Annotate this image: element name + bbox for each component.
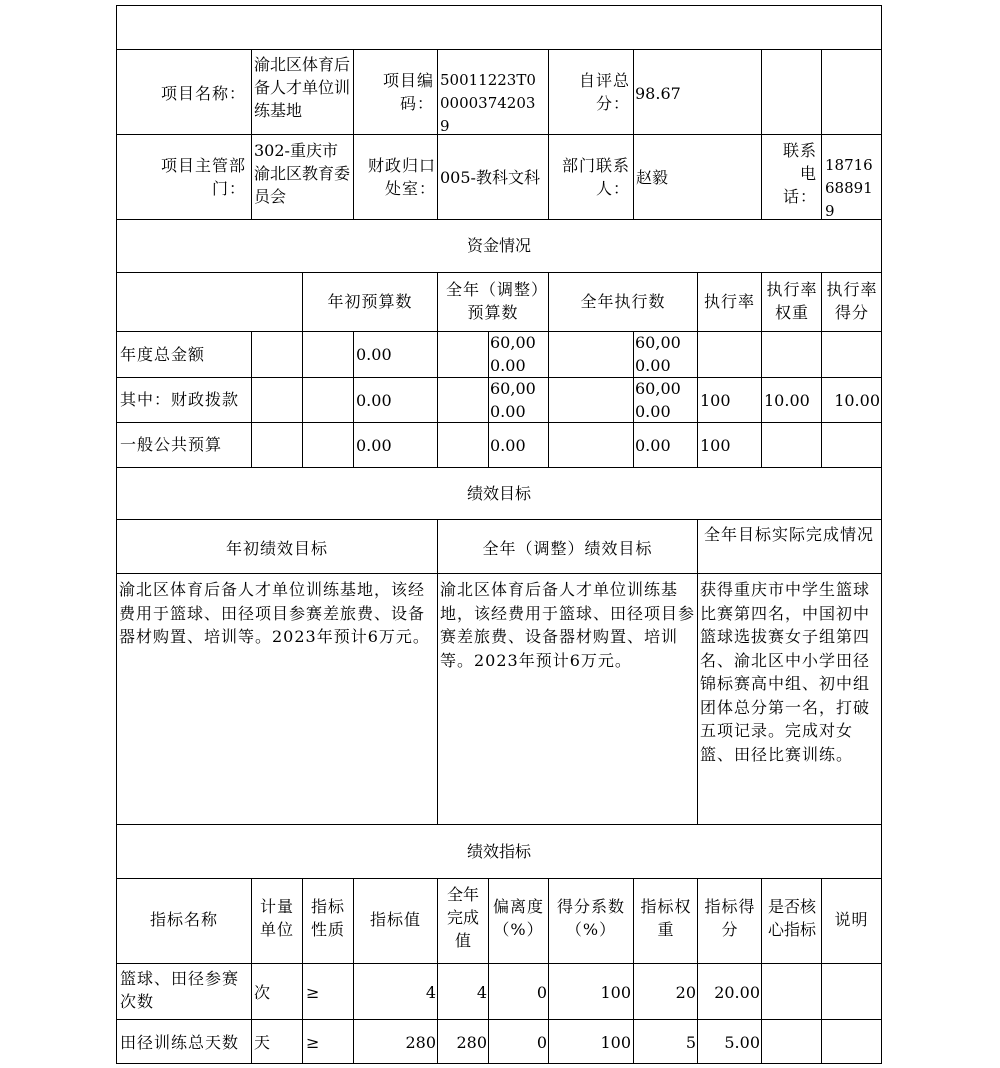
- funds-row-rate: 100: [700, 436, 731, 455]
- indicator-row-deviation: 0: [536, 1033, 547, 1052]
- goals-adjusted-header: 全年（调整）绩效目标: [482, 539, 653, 558]
- indicator-header-note: 说明: [834, 910, 869, 929]
- funds-row-initial: 0.00: [356, 345, 392, 364]
- indicator-row-target: 4: [425, 983, 436, 1002]
- project-name-label: 项目名称：: [160, 84, 246, 103]
- funds-row-executed: 60,000.00: [635, 333, 681, 375]
- funds-row-score: 10.00: [834, 391, 880, 410]
- goals-initial-header: 年初绩效目标: [225, 539, 328, 558]
- funds-section-title: 资金情况: [466, 236, 531, 255]
- goals-section-title: 绩效目标: [466, 484, 531, 503]
- funds-header-rate: 执行率: [703, 292, 755, 311]
- funds-row-initial: 0.00: [356, 391, 392, 410]
- indicator-header-nature: 指标性质: [310, 897, 345, 939]
- indicator-row-coef: 100: [600, 983, 631, 1002]
- indicator-row-actual: 4: [476, 983, 487, 1002]
- indicator-row-score: 5.00: [724, 1033, 760, 1052]
- self-score-label: 自评总分：: [578, 71, 630, 113]
- funds-row-adjusted: 0.00: [490, 436, 526, 455]
- indicator-row-name: 田径训练总天数: [120, 1033, 240, 1052]
- funds-row-label: 年度总金额: [120, 345, 206, 364]
- indicator-row-nature: ≥: [306, 1033, 320, 1052]
- project-name-value: 渝北区体育后备人才单位训练基地: [254, 55, 351, 120]
- department-value: 302-重庆市渝北区教育委员会: [254, 141, 351, 206]
- indicator-row-deviation: 0: [536, 983, 547, 1002]
- goals-actual-text: 获得重庆市中学生篮球比赛第四名，中国初中篮球选拔赛女子组第四名、渝北区中小学田径锦标赛高中组、初中组团体总分第一名，打破五项记录。完成对女篮、田径比赛训练。: [700, 580, 871, 764]
- indicators-section-title: 绩效指标: [466, 842, 531, 861]
- indicator-header-unit: 计量单位: [259, 897, 294, 939]
- funds-header-initial: 年初预算数: [327, 292, 413, 311]
- funds-header-adjusted: 全年（调整）预算数: [445, 280, 540, 322]
- department-label: 项目主管部门：: [160, 156, 246, 198]
- indicator-header-name: 指标名称: [149, 910, 218, 929]
- funds-header-rate-weight: 执行率权重: [766, 280, 818, 322]
- funds-row-label: 一般公共预算: [120, 435, 223, 454]
- indicator-row-unit: 天: [254, 1033, 271, 1052]
- goals-initial-text: 渝北区体育后备人才单位训练基地，该经费用于篮球、田径项目参赛差旅费、设备器材购置、培训等。2023年预计6万元。: [119, 580, 430, 646]
- phone-value: 18716688919: [825, 156, 873, 220]
- goals-actual-header: 全年目标实际完成情况: [703, 525, 874, 544]
- funds-row-weight: 10.00: [764, 391, 810, 410]
- funds-row-executed: 0.00: [635, 436, 671, 455]
- indicator-row-unit: 次: [254, 983, 271, 1002]
- goals-adjusted-text: 渝北区体育后备人才单位训练基地，该经费用于篮球、田径项目参赛差旅费、设备器材购置、培训等。2023年预计6万元。: [440, 580, 696, 670]
- indicator-header-core: 是否核心指标: [767, 897, 816, 939]
- project-code-label: 项目编码：: [382, 71, 434, 113]
- indicator-row-weight: 5: [685, 1033, 696, 1052]
- indicator-row-weight: 20: [675, 983, 696, 1002]
- funds-row-executed: 60,000.00: [635, 379, 681, 421]
- funds-row-label: 其中：财政拨款: [120, 390, 240, 409]
- indicator-header-coef: 得分系数（%）: [556, 897, 625, 939]
- indicator-header-weight: 指标权重: [640, 897, 692, 939]
- project-code-value: 50011223T000003742039: [440, 71, 536, 135]
- indicator-header-target: 指标值: [369, 910, 421, 929]
- self-score-value: 98.67: [635, 84, 681, 103]
- finance-office-value: 005-教科文科: [440, 168, 540, 187]
- funds-header-rate-score: 执行率得分: [826, 280, 878, 322]
- contact-value: 赵毅: [636, 168, 669, 187]
- indicator-row-score: 20.00: [714, 983, 760, 1002]
- indicator-row-coef: 100: [600, 1033, 631, 1052]
- indicator-header-score: 指标得分: [704, 897, 756, 939]
- funds-row-initial: 0.00: [356, 436, 392, 455]
- finance-office-label: 财政归口处室：: [367, 156, 436, 198]
- indicator-row-name: 篮球、田径参赛次数: [120, 969, 240, 1011]
- funds-row-adjusted: 60,000.00: [490, 333, 536, 375]
- funds-row-adjusted: 60,000.00: [490, 379, 536, 421]
- contact-label: 部门联系人：: [561, 156, 630, 198]
- funds-row-rate: 100: [700, 391, 731, 410]
- indicator-row-actual: 280: [456, 1033, 487, 1052]
- indicator-header-actual: 全年完成值: [446, 885, 479, 950]
- indicator-header-deviation: 偏离度（%）: [492, 897, 544, 939]
- phone-label: 联系电话：: [782, 141, 817, 206]
- funds-header-executed: 全年执行数: [580, 292, 666, 311]
- indicator-row-nature: ≥: [306, 983, 320, 1002]
- indicator-row-target: 280: [405, 1033, 436, 1052]
